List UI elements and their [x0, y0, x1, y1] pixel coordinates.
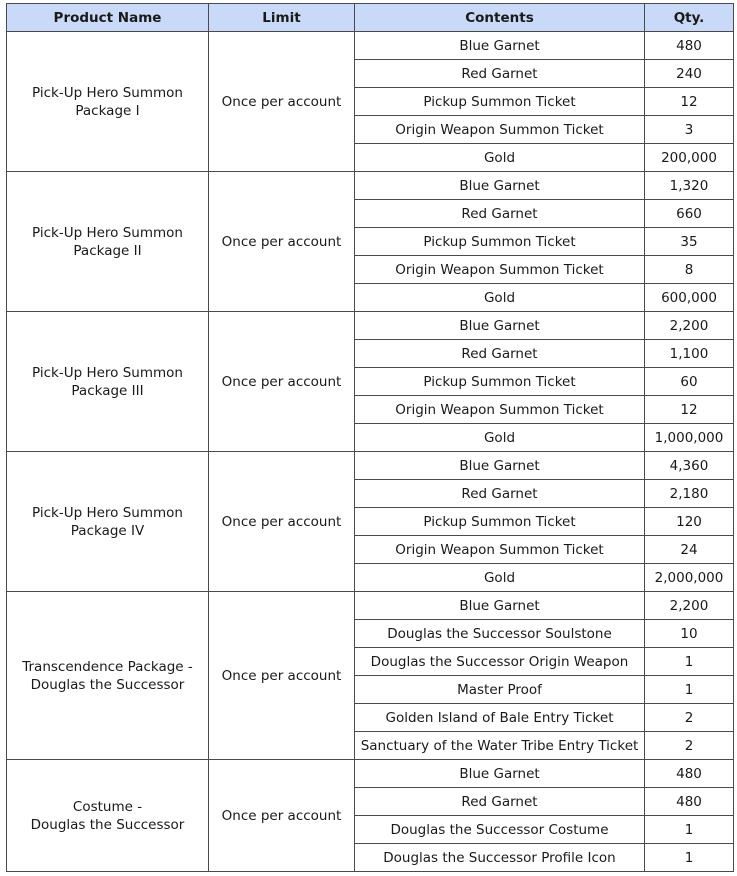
content-cell: Golden Island of Bale Entry Ticket: [355, 704, 645, 732]
product-name-line: Package IV: [70, 522, 145, 539]
package-table: [6, 3, 734, 872]
qty-cell: 1: [645, 816, 734, 844]
qty-cell: 4,360: [645, 452, 734, 480]
content-cell: Gold: [355, 424, 645, 452]
content-cell: Sanctuary of the Water Tribe Entry Ticket: [355, 732, 645, 760]
table-row: [7, 760, 734, 788]
content-cell: Origin Weapon Summon Ticket: [355, 256, 645, 284]
table-row: [7, 312, 734, 340]
product-name-line: Package I: [75, 102, 140, 119]
qty-cell: 120: [645, 508, 734, 536]
content-cell: Origin Weapon Summon Ticket: [355, 396, 645, 424]
product-name-line: Costume -: [72, 798, 143, 815]
content-cell: Douglas the Successor Soulstone: [355, 620, 645, 648]
qty-cell: 240: [645, 60, 734, 88]
limit-cell: Once per account: [209, 312, 355, 452]
qty-cell: 1: [645, 844, 734, 872]
product-name-cell: [7, 592, 209, 760]
qty-cell: 2,200: [645, 592, 734, 620]
content-cell: Red Garnet: [355, 340, 645, 368]
qty-cell: 2: [645, 732, 734, 760]
content-cell: Blue Garnet: [355, 32, 645, 60]
qty-cell: 1: [645, 676, 734, 704]
content-cell: Origin Weapon Summon Ticket: [355, 536, 645, 564]
qty-cell: 480: [645, 760, 734, 788]
content-cell: Red Garnet: [355, 788, 645, 816]
content-cell: Blue Garnet: [355, 452, 645, 480]
product-name-cell: [7, 32, 209, 172]
qty-cell: 1,100: [645, 340, 734, 368]
content-cell: Blue Garnet: [355, 312, 645, 340]
product-name-line: Pick-Up Hero Summon: [32, 224, 183, 241]
qty-cell: 35: [645, 228, 734, 256]
limit-cell: Once per account: [209, 452, 355, 592]
product-name-line: Pick-Up Hero Summon: [32, 504, 183, 521]
product-name-line: Package III: [71, 382, 144, 399]
product-name-cell: [7, 312, 209, 452]
product-name-cell: [7, 452, 209, 592]
qty-cell: 200,000: [645, 144, 734, 172]
table-row: [7, 452, 734, 480]
qty-cell: 2,200: [645, 312, 734, 340]
content-cell: Blue Garnet: [355, 760, 645, 788]
content-cell: Douglas the Successor Origin Weapon: [355, 648, 645, 676]
qty-cell: 1: [645, 648, 734, 676]
product-name-line: Package II: [73, 242, 142, 259]
qty-cell: 24: [645, 536, 734, 564]
limit-cell: Once per account: [209, 172, 355, 312]
qty-cell: 3: [645, 116, 734, 144]
table-row: [7, 32, 734, 60]
qty-cell: 480: [645, 788, 734, 816]
content-cell: Pickup Summon Ticket: [355, 228, 645, 256]
content-cell: Blue Garnet: [355, 172, 645, 200]
header-row: [7, 4, 734, 32]
qty-cell: 660: [645, 200, 734, 228]
product-name-line: Pick-Up Hero Summon: [32, 364, 183, 381]
content-cell: Red Garnet: [355, 480, 645, 508]
table-row: [7, 172, 734, 200]
package-table-body: [7, 32, 734, 872]
qty-cell: 2: [645, 704, 734, 732]
limit-cell: Once per account: [209, 592, 355, 760]
content-cell: Pickup Summon Ticket: [355, 88, 645, 116]
content-cell: Red Garnet: [355, 200, 645, 228]
qty-cell: 600,000: [645, 284, 734, 312]
content-cell: Origin Weapon Summon Ticket: [355, 116, 645, 144]
qty-cell: 480: [645, 32, 734, 60]
header-product-name: Product Name: [7, 4, 209, 32]
product-name-line: Transcendence Package -: [22, 658, 193, 675]
header-qty: Qty.: [645, 4, 734, 32]
content-cell: Master Proof: [355, 676, 645, 704]
content-cell: Gold: [355, 564, 645, 592]
qty-cell: 60: [645, 368, 734, 396]
product-name-line: Douglas the Successor: [30, 816, 185, 833]
table-row: [7, 592, 734, 620]
qty-cell: 1,000,000: [645, 424, 734, 452]
product-name-cell: [7, 172, 209, 312]
content-cell: Pickup Summon Ticket: [355, 368, 645, 396]
header-limit: Limit: [209, 4, 355, 32]
content-cell: Douglas the Successor Costume: [355, 816, 645, 844]
header-contents: Contents: [355, 4, 645, 32]
content-cell: Pickup Summon Ticket: [355, 508, 645, 536]
product-name-line: Pick-Up Hero Summon: [32, 84, 183, 101]
qty-cell: 2,000,000: [645, 564, 734, 592]
qty-cell: 1,320: [645, 172, 734, 200]
qty-cell: 10: [645, 620, 734, 648]
content-cell: Douglas the Successor Profile Icon: [355, 844, 645, 872]
qty-cell: 12: [645, 396, 734, 424]
product-name-cell: [7, 760, 209, 872]
content-cell: Gold: [355, 284, 645, 312]
product-name-line: Douglas the Successor: [30, 676, 185, 693]
qty-cell: 12: [645, 88, 734, 116]
limit-cell: Once per account: [209, 32, 355, 172]
content-cell: Gold: [355, 144, 645, 172]
limit-cell: Once per account: [209, 760, 355, 872]
qty-cell: 2,180: [645, 480, 734, 508]
content-cell: Blue Garnet: [355, 592, 645, 620]
qty-cell: 8: [645, 256, 734, 284]
content-cell: Red Garnet: [355, 60, 645, 88]
